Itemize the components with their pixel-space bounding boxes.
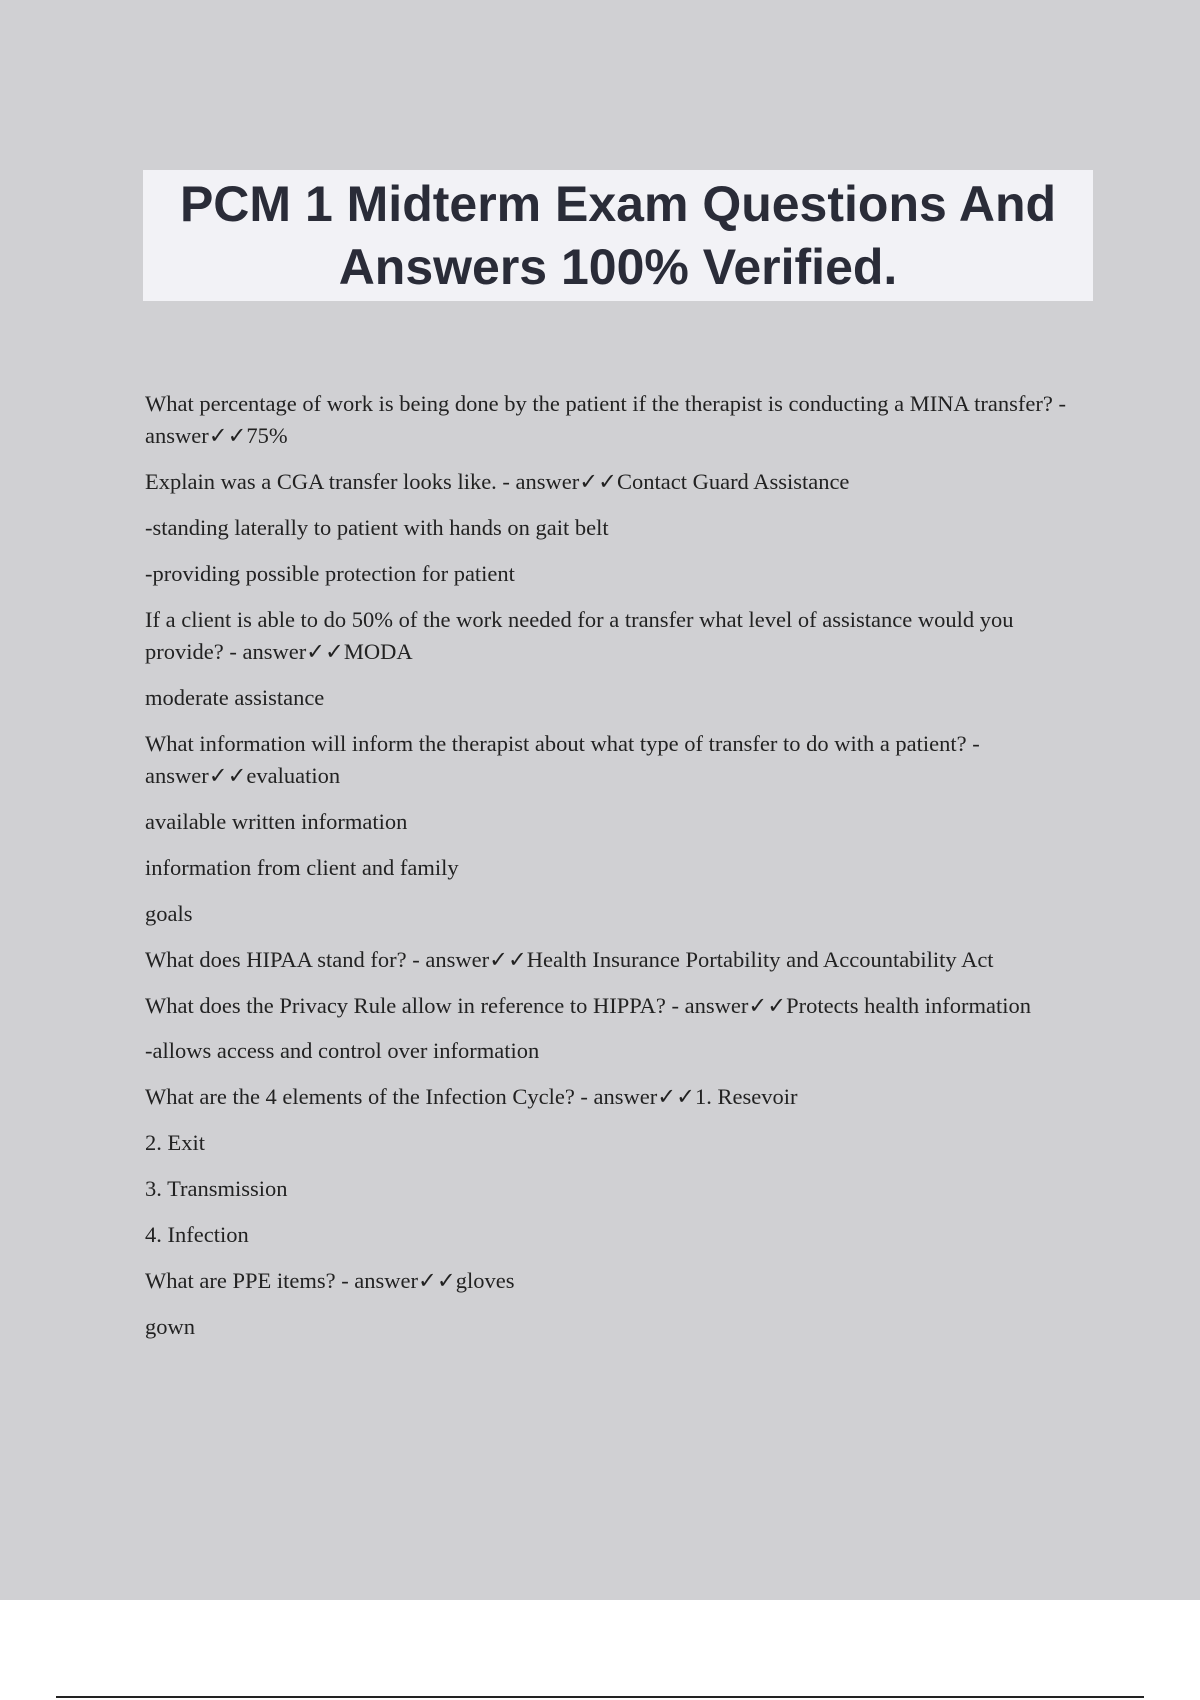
answer-detail-paragraph: goals	[145, 901, 193, 926]
question-paragraph: What information will inform the therapist about what type of transfer to do with a patient? - answer✓✓evaluation	[145, 731, 980, 788]
question-paragraph: What does the Privacy Rule allow in reference to HIPPA? - answer✓✓Protects health information	[145, 993, 1032, 1018]
footer-divider	[56, 1696, 1144, 1698]
document-title-line-2: Answers 100% Verified.	[338, 238, 898, 295]
answer-detail-paragraph: information from client and family	[145, 855, 459, 880]
question-paragraph: What are PPE items? - answer✓✓gloves	[145, 1268, 515, 1293]
answer-detail-paragraph: 4. Infection	[145, 1222, 249, 1247]
question-paragraph: What are the 4 elements of the Infection Cycle? - answer✓✓1. Resevoir	[145, 1084, 798, 1109]
answer-detail-paragraph: moderate assistance	[145, 685, 325, 710]
answer-detail-paragraph: 3. Transmission	[145, 1176, 288, 1201]
answer-detail-paragraph: available written information	[145, 809, 408, 834]
answer-detail-paragraph: -providing possible protection for patient	[145, 561, 515, 586]
question-paragraph: Explain was a CGA transfer looks like. - answer✓✓Contact Guard Assistance	[145, 469, 850, 494]
answer-detail-paragraph: 2. Exit	[145, 1130, 205, 1155]
answer-detail-paragraph: -allows access and control over information	[145, 1038, 540, 1063]
answer-detail-paragraph: -standing laterally to patient with hands on gait belt	[145, 515, 609, 540]
title-banner	[143, 170, 1093, 301]
question-paragraph: What percentage of work is being done by the patient if the therapist is conducting a MINA transfer? - answer✓✓75%	[145, 391, 1066, 448]
question-paragraph: If a client is able to do 50% of the work needed for a transfer what level of assistance would you provide? - answer✓✓MODA	[145, 607, 1014, 664]
document-body	[145, 388, 1085, 1357]
question-paragraph: What does HIPAA stand for? - answer✓✓Health Insurance Portability and Accountability Act	[145, 947, 994, 972]
document-title-line-1: PCM 1 Midterm Exam Questions And	[179, 175, 1057, 232]
answer-detail-paragraph: gown	[145, 1314, 195, 1339]
